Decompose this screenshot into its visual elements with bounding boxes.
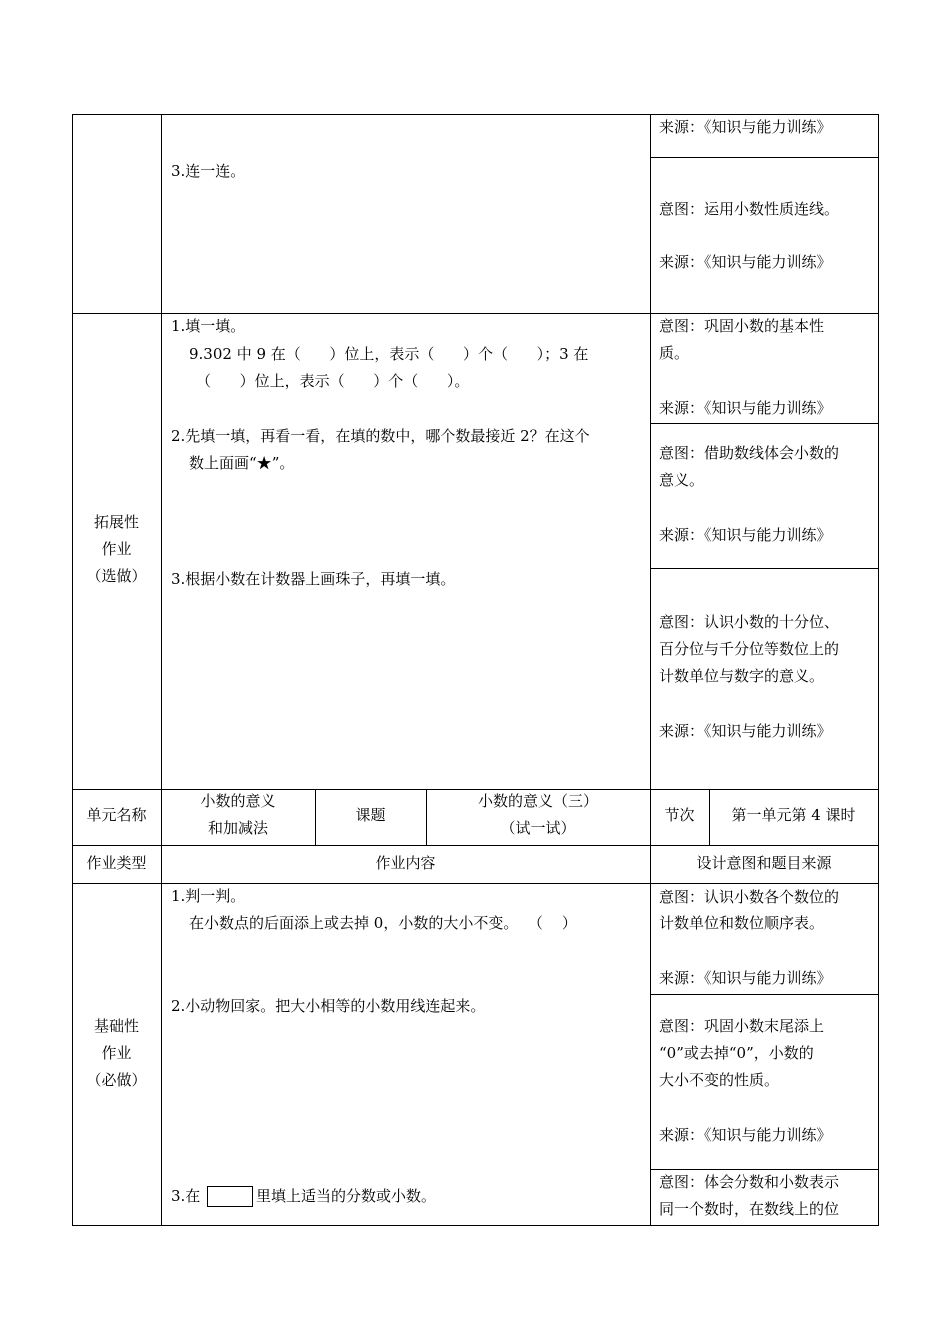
basic-q2-intent-2: “0”或去掉“0”，小数的 (659, 1044, 814, 1062)
col-divider-design (650, 114, 651, 789)
ext-q3-intent-3: 计数单位与数字的意义。 (659, 667, 825, 685)
basic-q2-title: 2.小动物回家。把大小相等的小数用线连起来。 (171, 997, 486, 1015)
basic-q1-statement: 在小数点的后面添上或去掉 0，小数的大小不变。 （ ） (189, 914, 577, 932)
unit-name-line2: 和加减法 (207, 819, 268, 837)
col-header-type: 作业类型 (86, 854, 147, 872)
ext-q1-source: 来源：《知识与能力训练》 (659, 399, 832, 417)
col-header-design: 设计意图和题目来源 (696, 854, 832, 872)
ext-q3-intent-1: 意图：认识小数的十分位、 (659, 613, 840, 631)
basic-q3-pre: 3.在 (171, 1187, 201, 1205)
col-divider-type-lower (161, 845, 162, 1226)
ext-q2-source: 来源：《知识与能力训练》 (659, 526, 832, 544)
ext-q3-intent-2: 百分位与千分位等数位上的 (659, 640, 840, 658)
design-divider-e (650, 1169, 879, 1170)
design-divider-c (650, 568, 879, 569)
basic-q2-intent-1: 意图：巩固小数末尾添上 (659, 1017, 825, 1035)
table-border-right (878, 114, 879, 1226)
basic-q1-title: 1.判一判。 (171, 887, 246, 905)
basic-type-line1: 基础性 (93, 1017, 139, 1035)
basic-q3-intent-2: 同一个数时，在数线上的位 (659, 1200, 840, 1218)
question-3-connect: 3.连一连。 (171, 162, 246, 180)
ext-q2-line2 (189, 453, 294, 473)
ext-q3-title: 3.根据小数在计数器上画珠子，再填一填。 (171, 570, 456, 588)
ext-q1-intent-2: 质。 (659, 344, 690, 362)
ext-q3-source: 来源：《知识与能力训练》 (659, 722, 832, 740)
section-value: 第一单元第 4 课时 (731, 806, 856, 824)
source-connect: 来源：《知识与能力训练》 (659, 253, 832, 271)
ext-q1-line1: 9.302 中 9 在（ ）位上，表示（ ）个（ ）；3 在 (189, 345, 589, 363)
design-divider-b (650, 423, 879, 424)
ext-q1-intent-1: 意图：巩固小数的基本性 (659, 317, 825, 335)
design-divider-d (650, 994, 879, 995)
col-divider-type (161, 114, 162, 789)
intent-connect: 意图：运用小数性质连线。 (659, 200, 840, 218)
lesson-label: 课题 (355, 806, 386, 824)
extension-type-line1: 拓展性 (93, 513, 139, 531)
col-header-content: 作业内容 (375, 854, 436, 872)
ext-q2-line1: 2.先填一填，再看一看，在填的数中，哪个数最接近 2？在这个 (171, 427, 590, 445)
basic-type-line3: （必做） (86, 1071, 147, 1089)
row-line-header-row (72, 789, 879, 790)
ext-q2-line2-post: ”。 (271, 454, 295, 472)
unit-name-label: 单元名称 (86, 806, 147, 824)
basic-type-label (72, 1016, 161, 1090)
basic-q3-intent-1: 意图：体会分数和小数表示 (659, 1173, 840, 1191)
section-label: 节次 (664, 806, 695, 824)
ext-q2-intent-2: 意义。 (659, 471, 705, 489)
basic-q3-post: 里填上适当的分数或小数。 (256, 1187, 437, 1205)
extension-type-label (72, 512, 161, 586)
ext-q1-line2: （ ）位上，表示（ ）个（ ）。 (196, 372, 470, 390)
extension-type-line2: 作业 (101, 540, 132, 558)
row-line-ext-start (72, 313, 879, 314)
lesson-line2: （试一试） (500, 819, 576, 837)
ext-q1-title: 1.填一填。 (171, 317, 246, 335)
basic-q1-source: 来源：《知识与能力训练》 (659, 969, 832, 987)
basic-q2-source: 来源：《知识与能力训练》 (659, 1126, 832, 1144)
basic-q1-intent-2: 计数单位和数位顺序表。 (659, 914, 825, 932)
row-line-col-headers (72, 845, 879, 846)
ext-q2-line2-pre: 数上面画“ (189, 454, 257, 472)
basic-q2-intent-3: 大小不变的性质。 (659, 1071, 780, 1089)
basic-q1-intent-1: 意图：认识小数各个数位的 (659, 888, 840, 906)
table-border-bottom (72, 1225, 879, 1226)
star-icon: ★ (256, 454, 272, 472)
unit-name-line1: 小数的意义 (200, 792, 276, 810)
design-divider-a (650, 157, 879, 158)
basic-type-line2: 作业 (101, 1044, 132, 1062)
ext-q2-intent-1: 意图：借助数线体会小数的 (659, 444, 840, 462)
row-line-basic-start (72, 883, 879, 884)
extension-type-line3: （选做） (86, 567, 147, 585)
source-top: 来源：《知识与能力训练》 (659, 118, 832, 136)
table-border-top (72, 114, 879, 115)
answer-box[interactable] (207, 1186, 253, 1207)
lesson-line1: 小数的意义（三） (477, 792, 598, 810)
